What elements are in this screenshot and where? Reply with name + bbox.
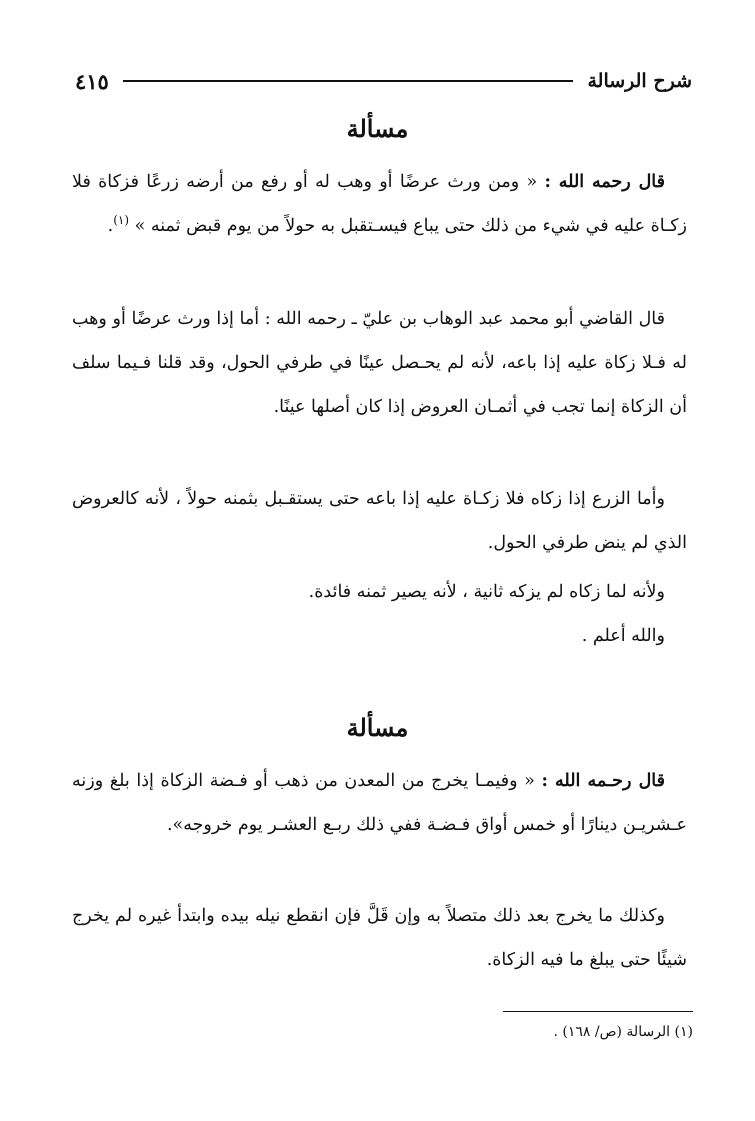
section-1-paragraph-5: والله أعلم . — [581, 626, 665, 646]
section-1-paragraph-4: ولأنه لما زكاه لم يزكه ثانية ، لأنه يصير ثمنه فائدة. — [308, 582, 665, 602]
footnote: (١) الرسالة (ص/ ١٦٨) . — [553, 1024, 693, 1040]
section-2-speaker-lead: قال رحـمه الله : — [541, 771, 665, 791]
section-1-paragraph-1 — [72, 160, 687, 248]
section-1-paragraph-2: قال القاضي أبو محمد عبد الوهاب بن عليّ ـ رحمه الله : أما إذا ورث عرضًا أو وهب له فـلا زكاة عليه إذا باعه، لأنه لم يحـصل عينًا في طرفي الحول، وقد قلنا فـيما سلف أن الزكاة إنما تجب في أثمـان العروض إذا كان أصلها عينًا. — [72, 309, 687, 417]
running-title: شرح الرسالة — [587, 70, 692, 92]
footnote-rule — [503, 1011, 693, 1012]
section-2-paragraph-1 — [72, 759, 687, 847]
section-1-quote-text: « ومن ورث عرضًا أو وهب له أو رفع من أرضه زرعًا فزكاة فلا زكـاة عليه في شيء من ذلك حتى يباع فيسـتقبل به حولاً من يوم قبض ثمنه » — [72, 172, 687, 236]
section-2-paragraph-2: وكذلك ما يخرج بعد ذلك متصلاً به وإن قَلَّ فإن انقطع نيله بيده وابتدأ غيره لم يخرج شيئًا حتى يبلغ ما فيه الزكاة. — [72, 906, 687, 970]
section-heading-1: مسألة — [346, 114, 409, 143]
section-heading-2: مسألة — [346, 713, 409, 742]
section-1-quote-end: . — [107, 216, 114, 236]
header-rule — [123, 80, 574, 82]
section-1-speaker-lead: قال رحمه الله : — [544, 172, 665, 192]
footnote-reference: (١) — [113, 213, 130, 228]
page-number: ٤١٥ — [75, 68, 109, 94]
running-header — [75, 66, 692, 96]
section-2-quote-text: « وفيمـا يخرج من المعدن من ذهب أو فـضة الزكاة إذا بلغ وزنه عـشريـن دينارًا أو خمس أواق فـضـة ففي ذلك ربـع العشـر يوم خروجه». — [72, 771, 687, 835]
section-1-paragraph-3: وأما الزرع إذا زكاه فلا زكـاة عليه إذا باعه حتى يستقـبل بثمنه حولاً ، لأنه كالعروض الذي لم ينض طرفي الحول. — [72, 489, 687, 553]
